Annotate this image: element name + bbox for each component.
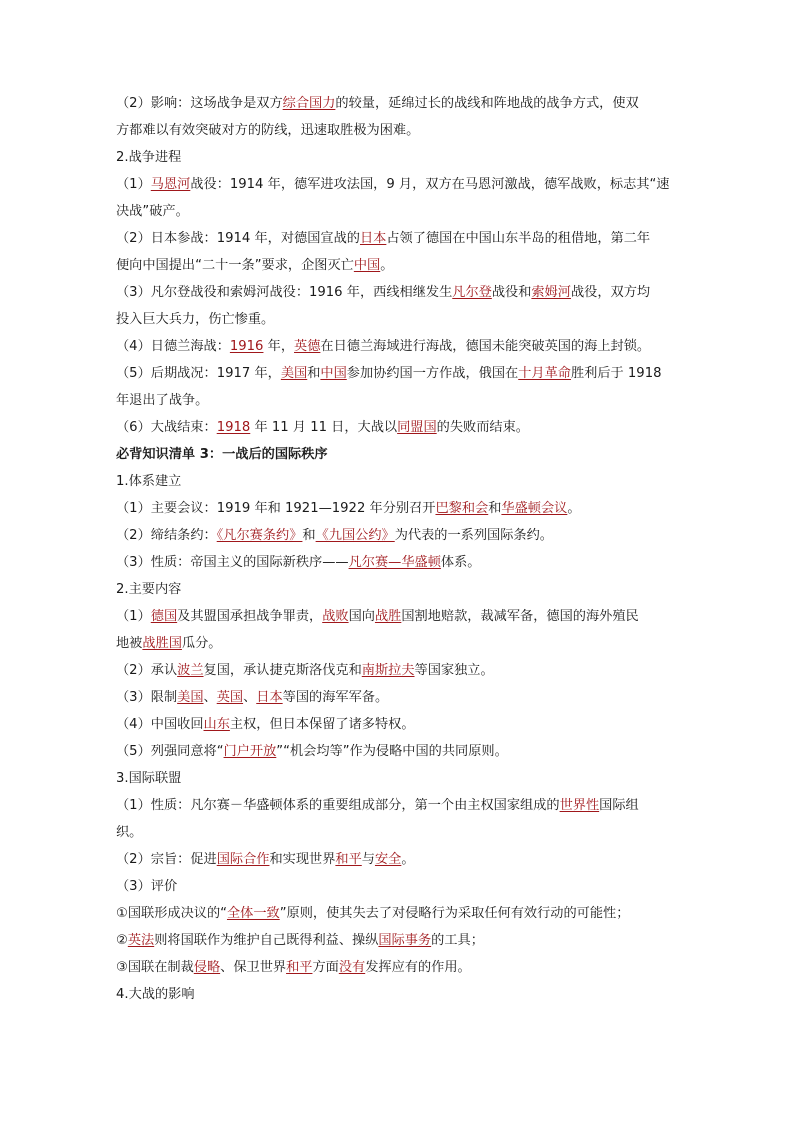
keyword-answer: 马恩河 [150,177,191,192]
keyword-answer: 美国 [280,366,308,381]
text-line [116,958,471,978]
text-line [116,175,670,195]
keyword-answer: 华盛顿会议 [501,501,568,516]
text-segment: ③国联在制裁 [116,960,194,975]
text-segment: 瓜分。 [181,636,222,651]
keyword-answer: 侵略 [193,960,221,975]
keyword-answer: 世界性 [559,798,600,813]
keyword-answer: 和平 [335,852,362,867]
text-segment: （2）影响：这场战争是双方 [116,96,283,111]
text-segment: （4）日德兰海战： [116,339,230,354]
keyword-answer: 日本 [359,231,387,246]
keyword-answer: 国际合作 [216,852,270,867]
text-segment: 年 11 月 11 日，大战以 [250,420,398,435]
text-line [116,391,208,411]
text-segment: 战役和 [491,285,532,300]
text-segment: 和 [307,366,321,381]
text-line [116,850,415,870]
text-segment: 、 [243,690,257,705]
text-segment: 国向 [348,609,375,624]
text-line [116,256,393,276]
keyword-answer: 凡尔登 [452,285,492,300]
text-segment: 战役：1914 年，德军进攻法国，9 月，双方在马恩河激战，德军战败，标志其“速 [190,177,670,192]
text-line [116,985,195,1005]
keyword-answer: 凡尔赛—华盛顿 [348,555,441,570]
text-line [116,472,181,492]
text-line [116,364,661,384]
text-segment: 、保卫世界 [220,960,287,975]
keyword-answer: 英国 [216,690,244,705]
text-line [116,904,629,924]
keyword-answer: 安全 [374,852,402,867]
text-segment: 为代表的一系列国际条约。 [394,528,553,543]
keyword-answer: 战胜 [374,609,402,624]
text-line [116,229,650,249]
keyword-answer: 英德 [294,339,321,354]
text-segment: 方都难以有效突破对方的防线，迅速取胜极为困难。 [116,123,420,138]
text-segment: 2.主要内容 [116,582,182,597]
text-segment: （2）日本参战：1914 年，对德国宣战的 [116,231,360,246]
keyword-answer: 国际事务 [378,933,432,948]
keyword-answer: 日本 [256,690,283,705]
text-segment: 的较量，延绵过长的战线和阵地战的战争方式，使双 [335,96,639,111]
text-line [116,877,177,897]
keyword-answer: 南斯拉夫 [361,663,415,678]
keyword-answer: 战败 [322,609,349,624]
text-segment: （5）后期战况：1917 年， [116,366,281,381]
text-segment: ② [116,933,128,948]
text-line [116,526,553,546]
text-line [116,94,639,114]
text-segment: 等国家独立。 [414,663,494,678]
text-line [116,310,274,330]
text-segment: 战役，双方均 [570,285,651,300]
text-segment: 织。 [116,825,143,840]
text-segment: 等国的海军军备。 [282,690,389,705]
text-segment: 投入巨大兵力，伤亡惨重。 [116,312,275,327]
keyword-answer: 《九国公约》 [315,528,395,543]
text-segment: （2）宗旨：促进 [116,852,217,867]
text-segment: 地被 [116,636,143,651]
keyword-answer: 1916 [229,339,264,354]
keyword-answer: 门户开放 [223,744,277,759]
keyword-answer: 巴黎和会 [435,501,489,516]
text-segment: 年， [263,339,295,354]
text-line [116,715,415,735]
text-segment: 方面 [312,960,339,975]
text-segment: （3）凡尔登战役和索姆河战役：1916 年，西线相继发生 [116,285,453,300]
text-segment: 在日德兰海域进行海战，德国未能突破英国的海上封锁。 [320,339,651,354]
text-segment: （1）主要会议：1919 年和 1921—1922 年分别召开 [116,501,436,516]
keyword-answer: 没有 [338,960,366,975]
text-segment: 胜利后于 1918 [570,366,662,381]
text-segment: 复国，承认捷克斯洛伐克和 [203,663,362,678]
text-line [116,742,508,762]
text-segment: 和 [302,528,316,543]
text-segment: 、 [203,690,217,705]
text-line [116,553,480,573]
text-line [116,607,639,627]
text-segment: 的工具； [431,933,484,948]
text-line [116,580,181,600]
text-segment: 。 [401,852,415,867]
text-line [116,148,181,168]
text-segment: 的失败而结束。 [436,420,529,435]
text-segment: 国割地赔款，裁减军备，德国的海外殖民 [401,609,639,624]
text-line [116,499,581,519]
text-segment: 。 [380,258,394,273]
keyword-answer: 同盟国 [397,420,437,435]
text-segment: 参加协约国一方作战，俄国在 [346,366,519,381]
text-segment: 与 [361,852,375,867]
text-segment: （5）列强同意将“ [116,744,224,759]
text-segment: 1.体系建立 [116,474,182,489]
text-line [116,202,189,222]
text-segment: （3）限制 [116,690,178,705]
text-line [116,634,222,654]
text-segment: （3）性质：帝国主义的国际新秩序—— [116,555,349,570]
text-line [116,769,181,789]
text-line [116,661,494,681]
text-segment: （4）中国收回 [116,717,204,732]
keyword-answer: 和平 [286,960,313,975]
text-segment: 占领了德国在中国山东半岛的租借地，第二年 [386,231,651,246]
text-segment: （2）缔结条约： [116,528,217,543]
text-segment: （1） [116,609,151,624]
keyword-answer: 德国 [150,609,178,624]
text-segment: 则将国联作为维护自己既得利益、操纵 [154,933,379,948]
text-segment: 必背知识清单 3：一战后的国际秩序 [116,447,328,462]
keyword-answer: 波兰 [177,663,204,678]
keyword-answer: 英法 [127,933,155,948]
text-segment: （6）大战结束： [116,420,217,435]
text-line [116,688,388,708]
text-line [116,121,419,141]
text-line [116,337,650,357]
text-segment: 和实现世界 [269,852,336,867]
text-segment: ”“机会均等”作为侵略中国的共同原则。 [276,744,508,759]
text-segment: 决战”破产。 [116,204,189,219]
text-segment: ”原则，使其失去了对侵略行为采取任何有效行动的可能性； [279,906,630,921]
keyword-answer: 《凡尔赛条约》 [216,528,303,543]
text-segment: 2.战争进程 [116,150,182,165]
text-segment: （1）性质：凡尔赛－华盛顿体系的重要组成部分，第一个由主权国家组成的 [116,798,560,813]
text-segment: 3.国际联盟 [116,771,182,786]
text-segment: 体系。 [440,555,481,570]
text-segment: 便向中国提出“二十一条”要求，企图灭亡 [116,258,354,273]
keyword-answer: 综合国力 [282,96,336,111]
text-segment: 年退出了战争。 [116,393,209,408]
keyword-answer: 索姆河 [531,285,571,300]
keyword-answer: 美国 [177,690,204,705]
text-line [116,931,484,951]
keyword-answer: 中国 [320,366,347,381]
text-segment: 主权，但日本保留了诸多特权。 [229,717,415,732]
keyword-answer: 全体一致 [226,906,280,921]
text-line [116,418,529,438]
text-segment: 和 [488,501,502,516]
section-heading [116,445,328,465]
text-segment: 4.大战的影响 [116,987,195,1002]
keyword-answer: 1918 [216,420,251,435]
text-segment: 国际组 [599,798,639,813]
text-line [116,283,650,303]
text-segment: 发挥应有的作用。 [365,960,471,975]
text-segment: 。 [567,501,581,516]
text-segment: ①国联形成决议的“ [116,906,227,921]
text-segment: 及其盟国承担战争罪责， [177,609,323,624]
text-segment: （1） [116,177,151,192]
keyword-answer: 十月革命 [518,366,571,381]
text-line [116,823,142,843]
keyword-answer: 中国 [353,258,381,273]
keyword-answer: 山东 [203,717,230,732]
text-segment: （3）评价 [116,879,178,894]
keyword-answer: 战胜国 [142,636,182,651]
text-line [116,796,639,816]
text-segment: （2）承认 [116,663,178,678]
